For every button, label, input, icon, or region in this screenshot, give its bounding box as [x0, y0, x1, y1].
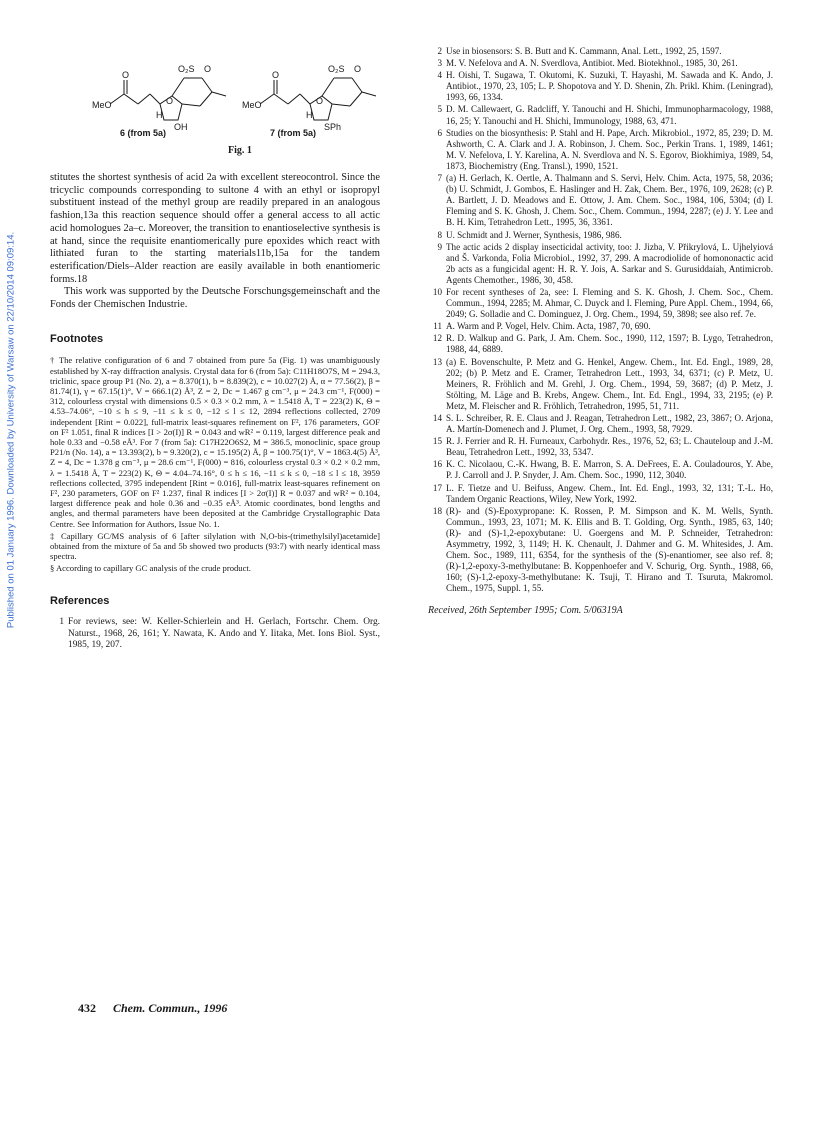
- reference-item: [428, 173, 773, 228]
- reference-item: [428, 58, 773, 69]
- reference-text: A. Warm and P. Vogel, Helv. Chim. Acta, 1987, 70, 690.: [446, 321, 651, 332]
- publication-sidebar: [2, 150, 20, 710]
- reference-text: For recent syntheses of 2a, see: I. Fleming and S. K. Ghosh, J. Chem. Soc., Chem. Commun., 1994, 2285; M. Ahmar, C. Duyck and I. Fleming, Pure Appl. Chem., 1994, 66, 2049; G. Solladie and C. Dominguez, J. Org. Chem., 1994, 59, 3898; see also ref. 7e.: [446, 286, 773, 320]
- c6-o-ring: O: [204, 64, 212, 74]
- reference-number: 7: [437, 173, 442, 184]
- c6-o-ring2: O: [166, 96, 174, 106]
- figure-caption: Fig. 1: [228, 145, 252, 156]
- reference-item: [428, 483, 773, 505]
- references-heading: References: [50, 594, 110, 607]
- reference-item: [428, 287, 773, 320]
- c6-meo: MeO: [92, 100, 112, 110]
- download-notice[interactable]: Published on 01 January 1996. Downloaded by University of Warsaw on 22/10/2014 09:09:14.: [5, 231, 17, 629]
- reference-text: (a) H. Gerlach, K. Oertle, A. Thalmann and S. Servi, Helv. Chim. Acta, 1975, 58, 2036; (b) U. Schmidt, J. Gombos, E. Haslinger and H. Zak, Chem. Ber., 1976, 109, 2628; (c) P. A. Bartlett, J. D. Meadows and E. Ottow, J. Am. Chem. Soc., 1984, 106, 5304; (d) I. Fleming and S. K. Ghosh, J. Chem. Soc., Chem. Commun., 1994, 2287; (e) J. Y. Lee and B. H. Kim, Tetrahedron Lett., 1995, 36, 3361.: [446, 173, 773, 228]
- references-list-left: [50, 617, 380, 652]
- reference-number: 10: [432, 286, 442, 297]
- reference-text: (a) E. Bovenschulte, P. Metz and G. Henkel, Angew. Chem., Int. Ed. Engl., 1989, 28, 202; (b) P. Metz and E. Cramer, Tetrahedron Lett., 1993, 34, 6371; (c) P. Metz, U. Meiners, R. Fröhlich and M. Grehl, J. Org. Chem., 1994, 59, 3687; (d) P. Metz, J. Stölting, M. Läge and B. Krebs, Angew. Chem., Int. Ed. Engl., 1994, 33, 2195; (e) P. Metz, M. Fleischer and R. Fröhlich, Tetrahedron, 1995, 51, 711.: [446, 356, 773, 411]
- reference-item: [428, 242, 773, 286]
- reference-text: (R)- and (S)-Epoxypropane: K. Rossen, P. M. Simpson and K. M. Wells, Synth. Commun., 1993, 23, 1071; M. K. Ellis and B. T. Golding, Org. Synth., 1985, 63, 140; (R)- and (S)-1,2-epoxybutane: U. Goergens and M. P. Schneider, Tetrahedron: Asymmetry, 1992, 3, 1149; H. K. Chenault, J. Dahmer and G. M. Whitesides, J. Am. Chem. Soc., 1989, 111, 6354, for the synthesis of the (S)-enantiomer, see also ref. 8; (R)-1,2-epoxy-3-methylbutane: B. Koppenhoefer and V. Schurig, Org. Synth., 1988, 66, 160; (S)-1,2-epoxy-3-methylbutane: K. Tsuji, T. Hirano and T. Tsuruta, Makromol. Chem., 1975, Suppl. 1, 55.: [446, 505, 773, 594]
- reference-item: [428, 104, 773, 126]
- left-column: [50, 172, 380, 653]
- footnotes-list: [50, 355, 380, 573]
- reference-number: 11: [433, 321, 442, 332]
- reference-text: U. Schmidt and J. Werner, Synthesis, 1986, 986.: [446, 229, 622, 240]
- reference-text: L. F. Tietze and U. Beifuss, Angew. Chem., Int. Ed. Engl., 1993, 32, 131; T.-L. Ho, Tandem Organic Reactions, Wiley, New York, 1992.: [446, 482, 773, 504]
- reference-number: 16: [432, 459, 442, 470]
- reference-item: [428, 230, 773, 241]
- c7-meo: MeO: [242, 100, 262, 110]
- reference-text: The actic acids 2 display insecticidal activity, too: J. Jizba, V. Přikrylová, L. Ujhelyiová and Š. Varkonda, Folia Microbiol., 1992, 37, 299. A macrodiolide of homononactic acid 2b acts as a fungicidal agent: H. R. Y. Jois, A. Sarkar and S. Gurusiddaiah, Antimicrob. Agents Chemother., 1986, 30, 458.: [446, 241, 773, 285]
- reference-number: 17: [432, 482, 442, 493]
- reference-number: 3: [437, 58, 442, 69]
- reference-item: [428, 321, 773, 332]
- acknowledgement-paragraph: This work was supported by the Deutsche Forschungsgemeinschaft and the Fonds der Chemischen Industrie.: [50, 286, 380, 311]
- reference-item: [428, 436, 773, 458]
- journal-name: Chem. Commun., 1996: [113, 1001, 228, 1015]
- reference-number: 18: [432, 505, 442, 516]
- page-footer: [78, 1001, 227, 1016]
- reference-item: [428, 413, 773, 435]
- footnotes-heading: Footnotes: [50, 332, 104, 345]
- c7-o-ring2: O: [316, 96, 324, 106]
- c7-label: 7 (from 5a): [270, 128, 317, 138]
- reference-item: [428, 70, 773, 103]
- reference-text: Studies on the biosynthesis: P. Stahl and H. Pape, Arch. Mikrobiol., 1972, 85, 239; D. M. Ashworth, C. A. Clark and J. A. Robinson, J. Chem. Soc., Perkin Trans. 1, 1989, 1461; M. V. Nefelova, I. Y. Karelina, A. N. Sverdlova and N. S. Egorov, Biokhimiya, 1989, 54, 1873, Biochemistry (Eng. Transl.), 1990, 1521.: [446, 127, 773, 171]
- footnote-section: § According to capillary GC analysis of the crude product.: [50, 563, 251, 574]
- reference-number: 15: [432, 436, 442, 447]
- c7-so2: O₂S: [328, 64, 345, 74]
- body-text: [50, 172, 380, 312]
- reference-number: 8: [437, 229, 442, 240]
- reference-number: 4: [437, 70, 442, 81]
- footnote-dagger: † The relative configuration of 6 and 7 obtained from pure 5a (Fig. 1) was unambiguously established by X-ray diffraction analysis. Crystal data for 6 (from 5a): C11H18O7S, M = 294.3, triclinic, space group P1 (No. 2), a = 8.370(1), b = 8.839(2), c = 10.027(2) Å, α = 77.56(2), β = 81.74(1), γ = 67.15(1)°, V = 666.1(2) Å³, Z = 2, Dc = 1.467 g cm⁻³, μ = 24.3 cm⁻¹, F(000) = 312, colourless crystal with dimensions 0.5 × 0.3 × 0.2 mm, λ = 1.5418 Å, T = 223(2) K, Θ = 4.53–74.06°, −10 ≤ h ≤ 9, −11 ≤ k ≤ 0, −12 ≤ l ≤ 12, 2894 reflections collected, 2709 independent [Rint = 0.022], full-matrix least-squares refinement on F², 176 parameters, GOF on F² 1.051, final R indices [I > 2σ(I)] R = 0.043 and wR² = 0.119, largest difference peak and hole 0.33 and −0.58 eÅ³. For 7 (from 5a): C17H22O6S2, M = 386.5, monoclinic, space group P21/n (No. 14), a = 13.393(2), b = 9.320(2), c = 15.195(2) Å, β = 100.75(1)°, V = 1863.4(5) Å³, Z = 4, Dc = 1.378 g cm⁻³, μ = 28.6 cm⁻¹, F(000) = 816, colourless crystal 0.3 × 0.2 × 0.2 mm, λ = 1.5418 Å, T = 223(2) K, Θ = 4.04–74.16°, 0 ≤ h ≤ 16, −11 ≤ k ≤ 0, −18 ≤ l ≤ 18, 3959 reflections collected, 3795 independent [Rint = 0.016], full-matrix least-squares refinement on F², 230 parameters, GOF on F² 1.237, final R indices [I > 2σ(I)] R = 0.037 and wR² = 0.104, largest difference peak and hole 0.36 and −0.35 eÅ³. Atomic coordinates, bond lengths and angles, and thermal parameters have been deposited at the Cambridge Crystallographic Data Centre. See Information for Authors, Issue No. 1.: [50, 355, 380, 529]
- right-column: [428, 46, 773, 616]
- c7-o-ring: O: [354, 64, 362, 74]
- reference-item: [50, 617, 380, 652]
- received-line: Received, 26th September 1995; Com. 5/06319A: [428, 604, 623, 616]
- reference-item: [428, 357, 773, 412]
- reference-text: H. Oishi, T. Sugawa, T. Okutomi, K. Suzuki, T. Hayashi, M. Sawada and K. Ando, J. Antibiot., 1970, 23, 105; L. P. Shopotova and Y. D. Shenin, Zh. Prikl. Khim. (Leningrad), 1993, 66, 1334.: [446, 70, 773, 103]
- c7-h: H: [306, 110, 313, 120]
- reference-text: R. J. Ferrier and R. H. Furneaux, Carbohydr. Res., 1976, 52, 63; L. Chauteloup and J.-M. Beau, Tetrahedron Lett., 1992, 33, 5347.: [446, 436, 773, 458]
- reference-number: 12: [432, 333, 442, 344]
- reference-number: 1: [59, 617, 64, 628]
- reference-item: [428, 459, 773, 481]
- reference-number: 2: [437, 46, 442, 56]
- figure-1-structures: [80, 42, 400, 162]
- reference-number: 13: [432, 356, 442, 367]
- reference-text: M. V. Nefelova and A. N. Sverdlova, Antibiot. Med. Biotekhnol., 1985, 30, 261.: [446, 58, 738, 69]
- reference-item: [428, 333, 773, 355]
- c6-h: H: [156, 110, 163, 120]
- reference-item: [428, 128, 773, 172]
- reference-text: K. C. Nicolaou, C.-K. Hwang, B. E. Marron, S. A. DeFrees, E. A. Couladouros, Y. Abe, P. J. Carroll and J. P. Snyder, J. Am. Chem. Soc., 1990, 112, 3040.: [446, 459, 773, 481]
- reference-text: R. D. Walkup and G. Park, J. Am. Chem. Soc., 1990, 112, 1597; B. Lygo, Tetrahedron, 1988, 44, 6889.: [446, 333, 773, 355]
- reference-number: 14: [432, 413, 442, 423]
- footnote-double-dagger: ‡ Capillary GC/MS analysis of 6 [after silylation with N,O-bis-(trimethylsilyl)acetamide] obtained from the mixture of 5a and 5b showed two products (93:7) with nearly identical mass spectra.: [50, 530, 380, 562]
- reference-number: 9: [437, 241, 442, 252]
- c6-label: 6 (from 5a): [120, 128, 167, 138]
- c7-sph: SPh: [324, 122, 342, 132]
- c6-so2: O₂S: [178, 64, 195, 74]
- c6-oh: OH: [174, 122, 188, 132]
- reference-number: 5: [437, 104, 442, 115]
- reference-text: Use in biosensors: S. B. Butt and K. Cammann, Anal. Lett., 1992, 25, 1597.: [446, 46, 722, 56]
- reference-text: S. L. Schreiber, R. E. Claus and J. Reagan, Tetrahedron Lett., 1982, 23, 3867; O. Arjona, A. Martín-Domenech and J. Plumet, J. Org. Chem., 1993, 58, 7929.: [446, 413, 773, 435]
- reference-text: For reviews, see: W. Keller-Schierlein and H. Gerlach, Fortschr. Chem. Org. Naturst., 1968, 26, 161; Y. Nawata, K. Ando and Y. Iitaka, Met. Ions Biol. Syst., 1985, 19, 207.: [68, 617, 380, 651]
- c7-o-top: O: [272, 70, 280, 80]
- reference-item: [428, 506, 773, 595]
- reference-text: D. M. Callewaert, G. Radcliff, Y. Tanouchi and H. Shichi, Immunopharmacology, 1988, 16, 25; Y. Tanouchi and H. Shichi, Immunology, 1988, 63, 471.: [446, 104, 773, 126]
- c6-o-top: O: [122, 70, 130, 80]
- reference-item: [428, 46, 773, 57]
- references-list-right: [428, 46, 773, 595]
- reference-number: 6: [437, 127, 442, 138]
- body-paragraph: stitutes the shortest synthesis of acid 2a with excellent stereocontrol. Since the tricyclic compounds corresponding to sultone 4 with an ethyl or isopropyl substituent instead of the methyl group are readily prepared in an analogous fashion,13a this reaction sequence should offer a general access to all actic acid homologues 2a–c. Moreover, the transition to enantioselective synthesis is at hand, since the requisite enantiomerically pure epoxides which react with lithiated furan to the starting materials11b,15a for the tandem esterification/Diels–Alder reaction are easily available in both enantiomeric forms.18: [50, 172, 380, 285]
- page-number: 432: [78, 1001, 96, 1015]
